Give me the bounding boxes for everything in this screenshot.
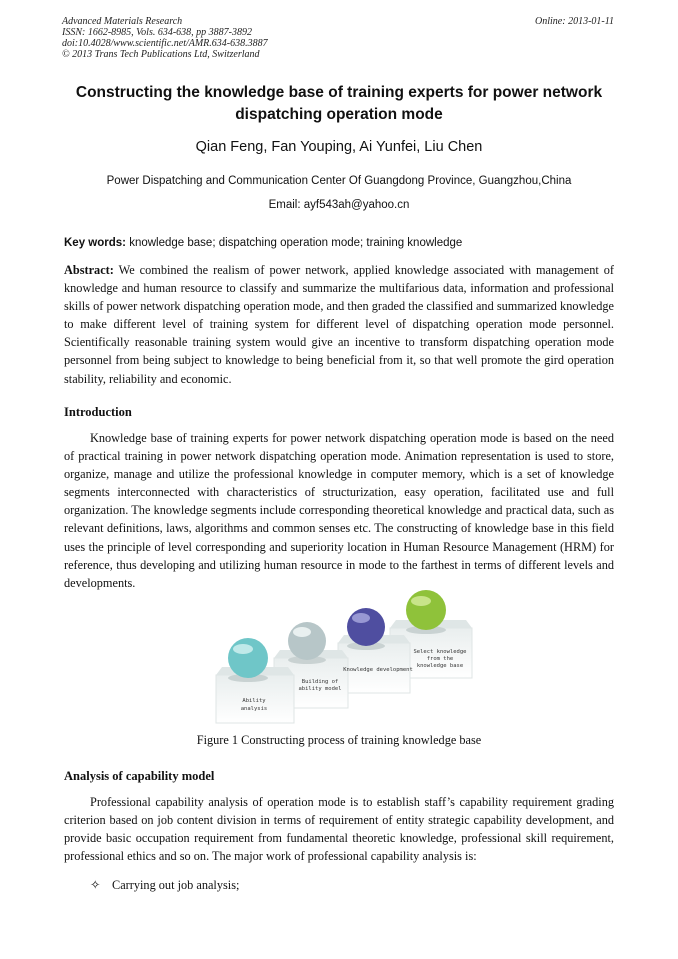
- diamond-bullet-icon: ✧: [90, 878, 101, 892]
- email: Email: ayf543ah@yahoo.cn: [268, 199, 410, 211]
- process-figure: [210, 590, 480, 725]
- step-1-label-line1: Ability: [242, 698, 266, 704]
- analysis-text: Professional capability analysis of operation mode is to establish staff’s capability requirement grading criterion based on job content division in terms of requirement of entity strategic capability development, and provide basic occupation requirement from fundamental theoretic knowledge, professional skill requirement, professional ethics and so on. The major work of professional capability analysis is:: [64, 795, 614, 864]
- keywords-text: knowledge base; dispatching operation mode; training knowledge: [129, 237, 463, 249]
- step-1-label-line2: analysis: [240, 706, 268, 712]
- affiliation: Power Dispatching and Communication Center Of Guangdong Province, Guangzhou,China: [106, 175, 572, 187]
- issn-line: ISSN: 1662-8985, Vols. 634-638, pp 3887-3892: [62, 27, 252, 38]
- keywords: [64, 237, 462, 249]
- online-date: Online: 2013-01-11: [535, 16, 614, 27]
- sphere-3-icon: [347, 608, 385, 650]
- analysis-heading: Analysis of capability model: [64, 769, 215, 783]
- paper-title: Constructing the knowledge base of training experts for power network dispatching operation mode: [75, 84, 603, 123]
- step-2-label-line2: ability model: [298, 686, 342, 692]
- step-3-label-line1: Knowledge development: [343, 667, 413, 673]
- step-4-label-line3: knowledge base: [416, 663, 464, 669]
- keywords-label: Key words:: [64, 237, 126, 249]
- abstract: [64, 261, 614, 388]
- abstract-text: We combined the realism of power network, applied knowledge associated with management of knowledge and human resource to classify and summarize the multifarious data, information and professional skills of power network dispatching operation mode, and then graded the classified and summarized knowledge to make different level of training system for different level of dispatching operation mode personnel. Scientifically reasonable training system would give an incentive to transform dispatching operation mode personnel from being subject to knowledge to being beneficial from it, so that well promote the gird operation stability, reliability and economic.: [64, 263, 614, 386]
- sphere-2-icon: [288, 622, 326, 664]
- doi-line: doi:10.4028/www.scientific.net/AMR.634-638.3887: [62, 38, 268, 49]
- figure-caption: Figure 1 Constructing process of training knowledge base: [196, 733, 482, 747]
- author-list: Qian Feng, Fan Youping, Ai Yunfei, Liu Chen: [195, 139, 483, 155]
- step-2-label-line1: Building of: [301, 679, 339, 685]
- step-4-label-line2: from the: [426, 656, 454, 662]
- abstract-label: Abstract:: [64, 263, 114, 277]
- sphere-1-icon: [228, 638, 268, 682]
- introduction-heading: Introduction: [64, 405, 132, 419]
- bullet-text: Carrying out job analysis;: [112, 878, 240, 892]
- sphere-4-icon: [406, 590, 446, 634]
- bullet-item: [90, 878, 239, 893]
- copyright-line: © 2013 Trans Tech Publications Ltd, Switzerland: [62, 49, 260, 60]
- introduction-text: Knowledge base of training experts for power network dispatching operation mode is based on the need of practical training in power network dispatching operation mode. Animation representation is used to store, organize, manage and utilize the professional knowledge in computer memory, which is a set of knowledge segments interconnected with characteristics of structurization, easy operation, facilitated use and full organization. The knowledge segments include corresponding theoretical knowledge and practical data, such as relevant definitions, laws, algorithms and common senses etc. The constructing of knowledge base in this field uses the principle of level corresponding and superiority location in Human Resource Management (HRM) for reference, thus developing and utilizing human resource in mode to the farthest in terms of different levels and developments.: [64, 431, 614, 590]
- step-4-label-line1: Select knowledge: [413, 649, 467, 655]
- journal-name: Advanced Materials Research: [62, 16, 183, 27]
